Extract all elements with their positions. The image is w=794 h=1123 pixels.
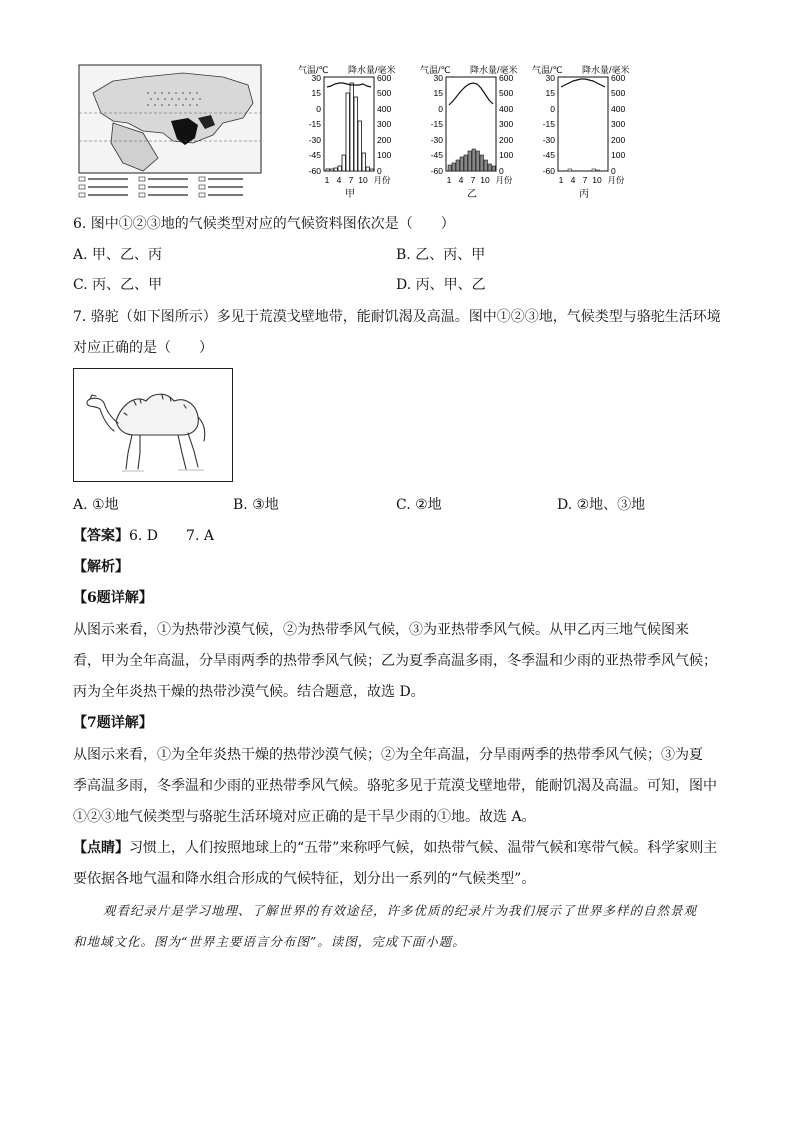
tip-text-1: 习惯上，人们按照地球上的“五带”来称呼气候，如热带气候、温带气候和寒带气候。科学家则主 <box>129 840 718 856</box>
left-tick: 30 <box>545 73 555 83</box>
x-tick: 4 <box>336 175 342 185</box>
q7-detail-line: ①②③地气候类型与骆驼生活环境对应正确的是干旱少雨的①地。故选 A。 <box>73 809 536 825</box>
chart-right-title: 降水量/毫米 <box>582 65 630 75</box>
left-tick: 0 <box>550 104 555 114</box>
x-tick: 7 <box>470 175 476 185</box>
left-tick: -45 <box>542 150 555 160</box>
left-tick: -30 <box>430 135 443 145</box>
q7-option-b[interactable]: B. ③地 <box>233 497 279 513</box>
chart-left-title: 气温/℃ <box>298 65 329 75</box>
left-tick: -15 <box>542 119 555 129</box>
right-tick: 0 <box>377 166 382 176</box>
right-tick: 500 <box>611 88 626 98</box>
climate-chart-yi <box>418 63 530 203</box>
tip-line2: 要依据各地气温和降水组合形成的气候特征，划分出一系列的“气候类型”。 <box>73 871 536 887</box>
q7-option-d[interactable]: D. ②地、③地 <box>557 497 646 513</box>
chart-label: 甲 <box>345 189 355 200</box>
left-tick: 15 <box>545 88 555 98</box>
next-intro-line1: 观看纪录片是学习地理、了解世界的有效途径，许多优质的纪录片为我们展示了世界多样的自然景观 <box>103 903 698 918</box>
x-unit: 月份 <box>495 175 513 185</box>
left-tick: 30 <box>311 73 321 83</box>
x-tick: 10 <box>592 175 602 185</box>
x-tick: 4 <box>458 175 464 185</box>
q6-detail-line: 从图示来看，①为热带沙漠气候，②为热带季风气候，③为亚热带季风气候。从甲乙丙三地气候图来 <box>73 622 689 638</box>
q7-detail-line: 从图示来看，①为全年炎热干燥的热带沙漠气候；②为全年高温，分旱雨两季的热带季风气候；③为夏 <box>73 747 703 763</box>
x-tick: 7 <box>348 175 354 185</box>
q6-option-b[interactable]: B. 乙、丙、甲 <box>396 247 486 263</box>
right-tick: 300 <box>611 119 626 129</box>
right-tick: 600 <box>499 73 514 83</box>
climate-chart-bing <box>530 63 642 203</box>
q7-detail-heading: 【7题详解】 <box>73 715 153 731</box>
left-tick: -15 <box>430 119 443 129</box>
q7-detail-line: 季高温多雨，冬季温和少雨的亚热带季风气候。骆驼多见于荒漠戈壁地带，能耐饥渴及高温。可知，图中 <box>73 778 717 794</box>
q7-stem-line1: 7. 骆驼（如下图所示）多见于荒漠戈壁地带，能耐饥渴及高温。图中①②③地，气候类型与骆驼生活环境 <box>73 309 721 325</box>
climate-chart-jia <box>296 63 408 203</box>
q6-stem: 6. 图中①②③地的气候类型对应的气候资料图依次是（ ） <box>73 216 455 232</box>
left-tick: 30 <box>433 73 443 83</box>
next-intro-line2: 和地域文化。图为“世界主要语言分布图”。读图，完成下面小题。 <box>73 934 466 949</box>
x-unit: 月份 <box>607 175 625 185</box>
right-tick: 500 <box>499 88 514 98</box>
q6-detail-line: 丙为全年炎热干燥的热带沙漠气候。结合题意，故选 D。 <box>73 684 425 700</box>
x-tick: 1 <box>446 175 452 185</box>
left-tick: 15 <box>433 88 443 98</box>
right-tick: 200 <box>499 135 514 145</box>
left-tick: -30 <box>308 135 321 145</box>
left-tick: 0 <box>438 104 443 114</box>
right-tick: 400 <box>611 104 626 114</box>
right-tick: 200 <box>611 135 626 145</box>
right-tick: 600 <box>611 73 626 83</box>
q6-option-c[interactable]: C. 丙、乙、甲 <box>73 277 163 293</box>
q6-option-a[interactable]: A. 甲、乙、丙 <box>73 247 163 263</box>
answer-label: 【答案】 <box>73 528 129 544</box>
right-tick: 600 <box>377 73 392 83</box>
right-tick: 300 <box>377 119 392 129</box>
x-tick: 7 <box>582 175 588 185</box>
right-tick: 300 <box>499 119 514 129</box>
x-tick: 4 <box>570 175 576 185</box>
chart-label: 乙 <box>467 189 477 200</box>
answer-text: 6. D 7. A <box>129 528 214 544</box>
left-tick: 15 <box>311 88 321 98</box>
tip-line1 <box>73 838 717 858</box>
right-tick: 100 <box>499 150 514 160</box>
right-tick: 200 <box>377 135 392 145</box>
tip-label: 【点睛】 <box>73 840 129 856</box>
chart-right-title: 降水量/毫米 <box>470 65 518 75</box>
q6-option-d[interactable]: D. 丙、甲、乙 <box>396 277 486 293</box>
left-tick: -60 <box>430 166 443 176</box>
chart-label: 丙 <box>579 189 589 200</box>
x-tick: 1 <box>558 175 564 185</box>
right-tick: 0 <box>499 166 504 176</box>
x-unit: 月份 <box>373 175 391 185</box>
left-tick: -60 <box>542 166 555 176</box>
left-tick: -45 <box>308 150 321 160</box>
left-tick: 0 <box>316 104 321 114</box>
chart-right-title: 降水量/毫米 <box>348 65 396 75</box>
left-tick: -30 <box>542 135 555 145</box>
left-tick: -45 <box>430 150 443 160</box>
left-tick: -60 <box>308 166 321 176</box>
right-tick: 500 <box>377 88 392 98</box>
right-tick: 100 <box>377 150 392 160</box>
x-tick: 10 <box>358 175 368 185</box>
climate-map <box>73 63 263 208</box>
x-tick: 10 <box>480 175 490 185</box>
camel-image <box>73 368 233 482</box>
q7-stem-line2: 对应正确的是（ ） <box>73 340 213 356</box>
left-tick: -15 <box>308 119 321 129</box>
q7-option-c[interactable]: C. ②地 <box>396 497 442 513</box>
x-tick: 1 <box>324 175 330 185</box>
q6-detail-heading: 【6题详解】 <box>73 590 153 606</box>
right-tick: 0 <box>611 166 616 176</box>
right-tick: 100 <box>611 150 626 160</box>
analysis-label: 【解析】 <box>73 559 129 575</box>
answer-line <box>73 526 214 546</box>
right-tick: 400 <box>377 104 392 114</box>
q6-detail-line: 看，甲为全年高温，分旱雨两季的热带季风气候；乙为夏季高温多雨，冬季温和少雨的亚热带季风气候； <box>73 653 717 669</box>
chart-left-title: 气温/℃ <box>532 65 563 75</box>
q7-option-a[interactable]: A. ①地 <box>73 497 119 513</box>
chart-left-title: 气温/℃ <box>420 65 451 75</box>
right-tick: 400 <box>499 104 514 114</box>
